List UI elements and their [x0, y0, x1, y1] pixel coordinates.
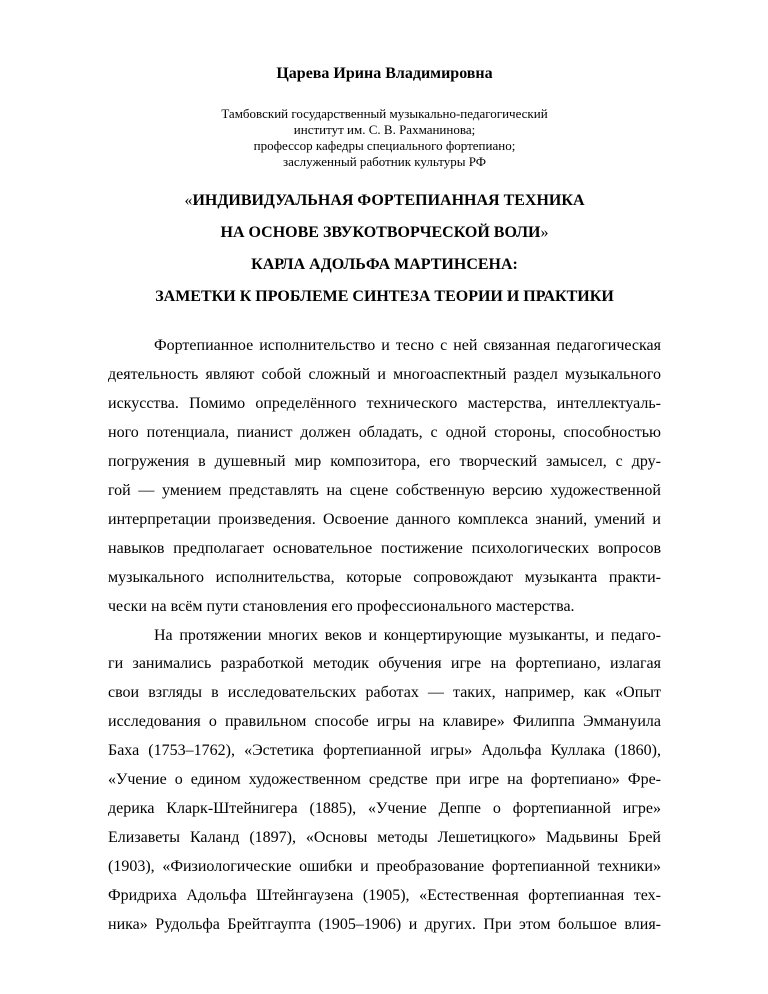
title-line-text: ЗАМЕТКИ К ПРОБЛЕМЕ СИНТЕЗА ТЕОРИИ И ПРАКТИКИ	[155, 288, 614, 305]
affiliation-line: Тамбовский государственный музыкально-педагогический	[221, 106, 548, 121]
close-quote: »	[540, 224, 549, 241]
text-line: Фортепианное исполнительство и тесно с ней связанная педагогическая	[154, 337, 661, 354]
text-line: гой — умением представлять на сцене собственную версию художественной	[108, 481, 661, 499]
text-line: деятельность являют собой сложный и многоаспектный раздел музыкального	[108, 365, 661, 383]
paragraph	[108, 332, 661, 622]
affiliation-line: заслуженный работник культуры РФ	[282, 154, 487, 169]
document-page	[108, 64, 661, 940]
text-line: свои взгляды в исследовательских работах — таких, например, как «Опыт	[108, 684, 661, 702]
title-line-text: КАРЛА АДОЛЬФА МАРТИНСЕНА:	[251, 256, 518, 273]
text-line: интерпретации произведения. Освоение данного комплекса знаний, умений и	[108, 510, 661, 528]
title-line-text: ИНДИВИДУАЛЬНАЯ ФОРТЕПИАННАЯ ТЕХНИКА	[192, 192, 585, 209]
title-line	[108, 249, 661, 281]
text-line: ги занимались разработкой методик обучения игре на фортепиано, излагая	[108, 655, 661, 673]
title-line	[108, 281, 661, 313]
text-line: исследования о правильном способе игры на клавире» Филиппа Эммануила	[108, 713, 661, 731]
text-line: Баха (1753–1762), «Эстетика фортепианной игры» Адольфа Куллака (1860),	[108, 742, 661, 760]
text-line: дерика Кларк-Штейнигера (1885), «Учение Деппе о фортепианной игре»	[108, 800, 661, 818]
text-line: ного потенциала, пианист должен обладать, с одной стороны, способностью	[108, 423, 661, 441]
article-title	[108, 185, 661, 313]
author-name: Царева Ирина Владимировна	[276, 65, 493, 82]
article-body	[108, 332, 661, 940]
text-line: ника» Рудольфа Брейтгаупта (1905–1906) и других. При этом большое влия-	[108, 916, 661, 934]
text-line: музыкального исполнительства, которые сопровождают музыканта практи-	[108, 568, 661, 586]
affiliation-line: институт им. С. В. Рахманинова;	[293, 122, 476, 137]
text-line: погружения в душевный мир композитора, его творческий замысел, с дру-	[108, 452, 661, 470]
text-line: искусства. Помимо определённого технического мастерства, интеллектуаль-	[108, 394, 661, 412]
text-line: «Учение о едином художественном средстве при игре на фортепиано» Фре-	[108, 771, 661, 789]
text-line: (1903), «Физиологические ошибки и преобразование фортепианной техники»	[108, 858, 661, 876]
text-line: чески на всём пути становления его профессионального мастерства.	[108, 597, 575, 615]
author-affiliation	[108, 106, 661, 170]
text-line: Елизаветы Каланд (1897), «Основы методы Лешетицкого» Мадьвины Брей	[108, 829, 661, 847]
paragraph	[108, 622, 661, 940]
title-line	[108, 217, 661, 249]
text-line: Фридриха Адольфа Штейнгаузена (1905), «Естественная фортепианная тех-	[108, 887, 661, 905]
text-line: навыков предполагает основательное постижение психологических вопросов	[108, 539, 661, 557]
affiliation-line: профессор кафедры специального фортепиано;	[253, 138, 516, 153]
text-line: На протяжении многих веков и концертирующие музыканты, и педаго-	[154, 626, 661, 644]
title-line-text: НА ОСНОВЕ ЗВУКОТВОРЧЕСКОЙ ВОЛИ	[220, 224, 541, 241]
open-quote: «	[184, 192, 193, 209]
title-line	[108, 185, 661, 217]
